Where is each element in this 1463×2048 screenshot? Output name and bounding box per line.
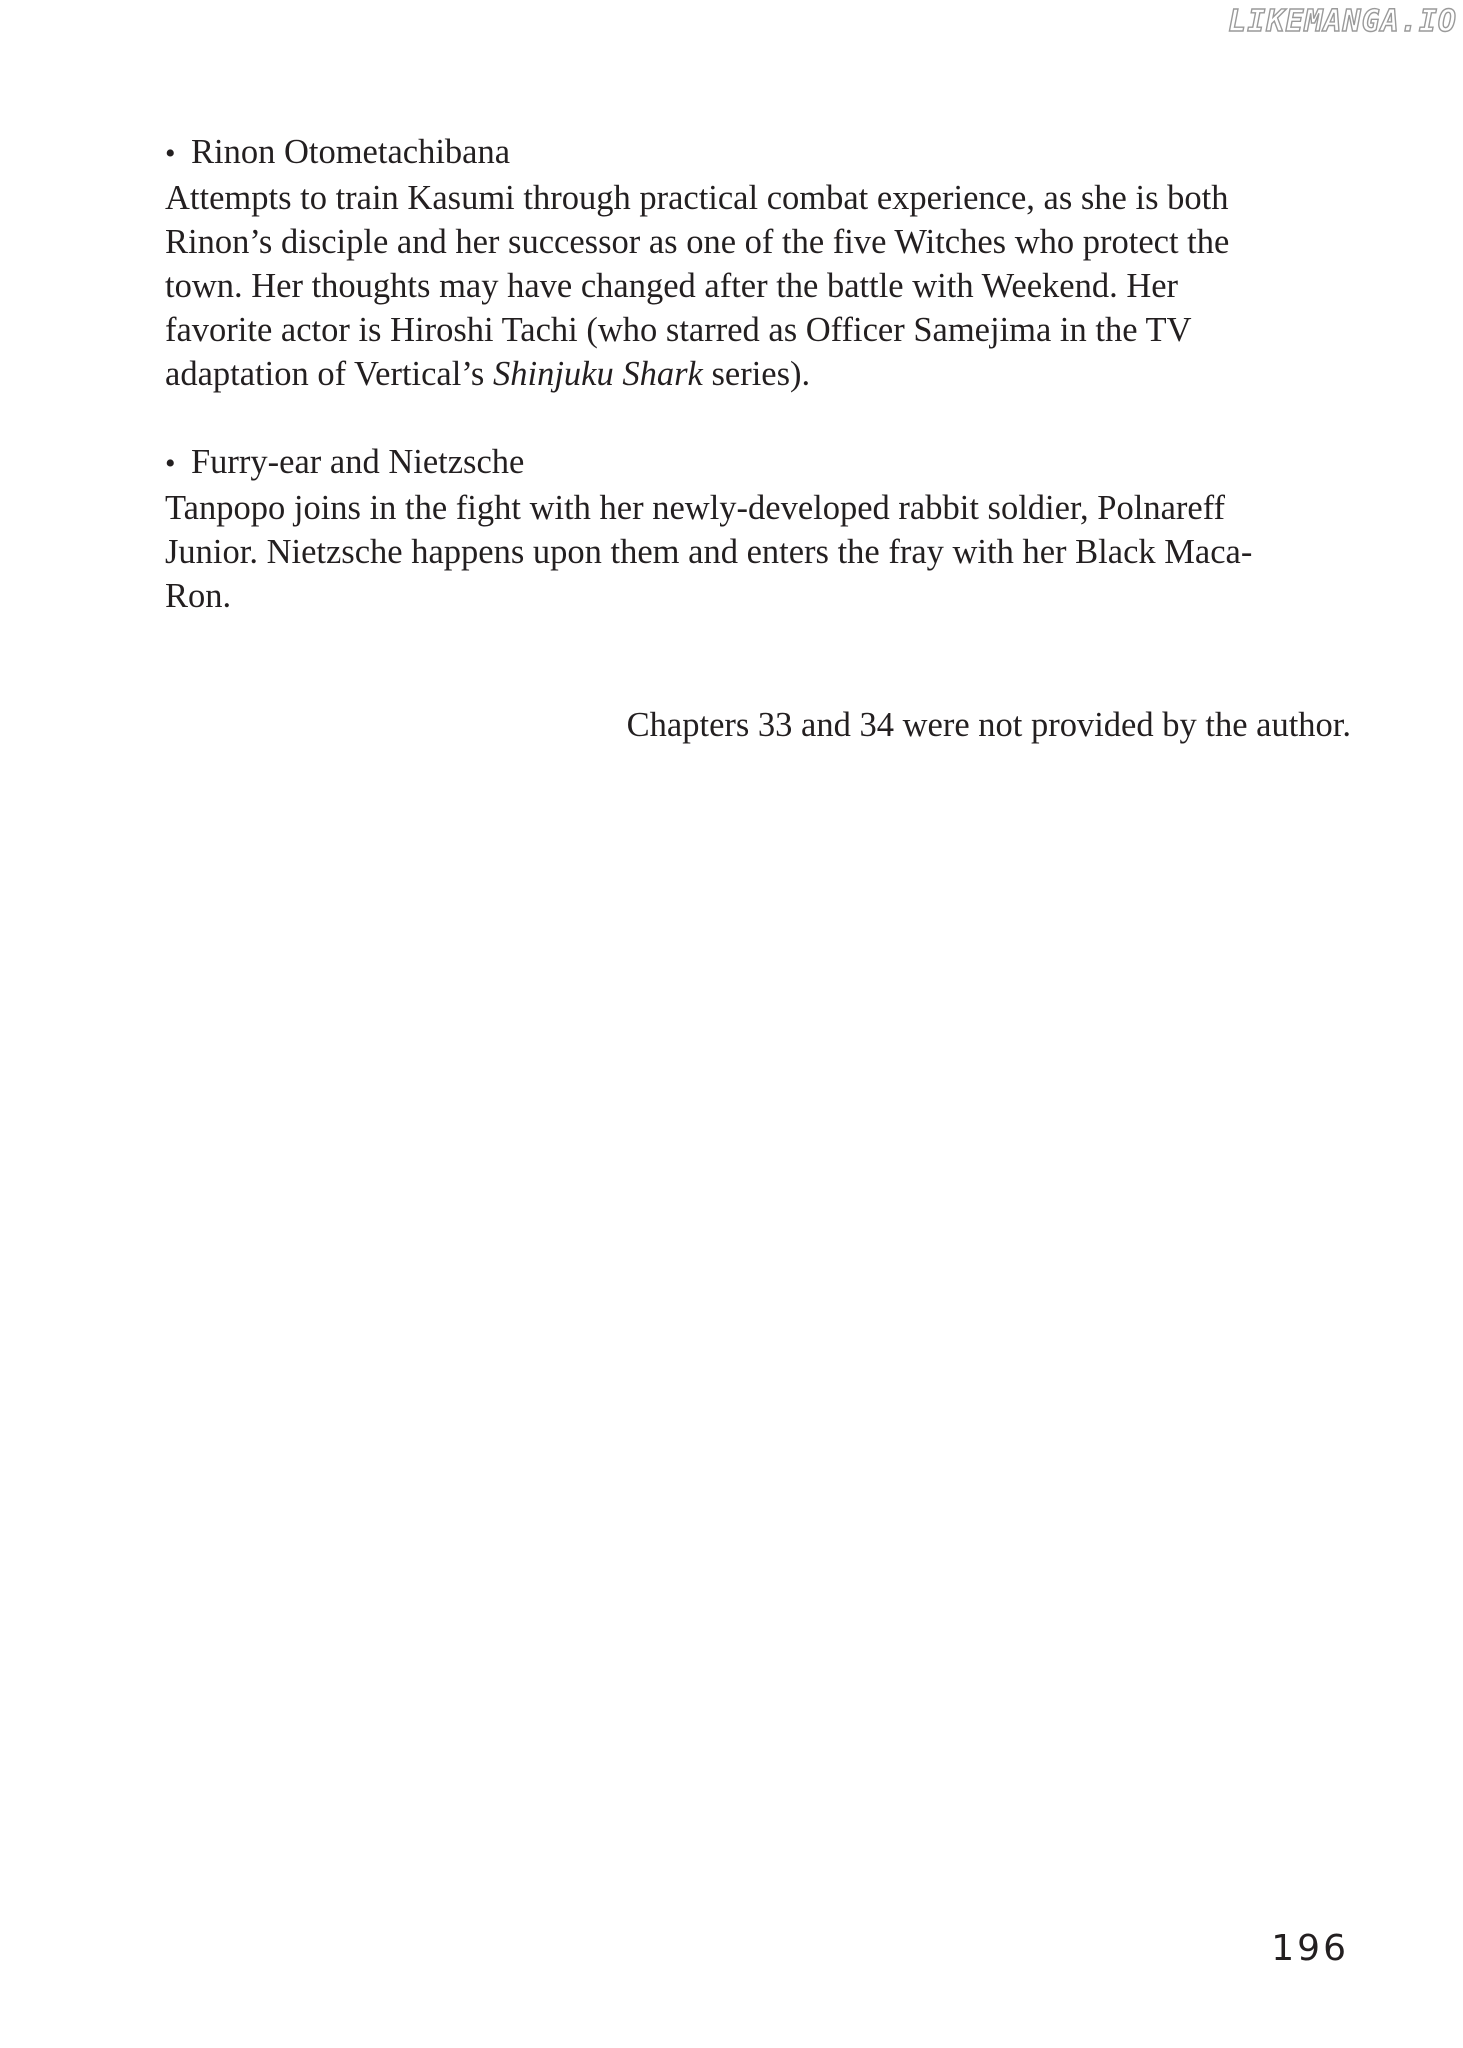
body-line: Rinon’s disciple and her successor as one of the five Witches who protect the [165,223,1230,261]
body-line [165,352,1325,396]
author-note: Chapters 33 and 34 were not provided by the author. [626,706,1351,744]
body-line: Ron. [165,577,232,615]
body-text: series). [702,355,811,393]
series-title: Shinjuku Shark [492,355,703,393]
site-watermark: LIKEMANGA.IO [1228,4,1457,39]
section-heading [165,130,1325,176]
section-heading-text: Furry-ear and Nietzsche [191,443,525,481]
body-text: adaptation of Vertical’s [165,355,493,393]
section-body [165,486,1325,618]
section-heading-text: Rinon Otometachibana [191,133,511,171]
body-line: Attempts to train Kasumi through practical combat experience, as she is both [165,179,1229,217]
section-heading [165,440,1325,486]
section-body [165,176,1325,396]
section-rinon [165,130,1325,396]
body-line: Tanpopo joins in the fight with her newly-developed rabbit soldier, Polnareff [165,489,1226,527]
bullet-icon: • [165,137,176,170]
section-furry-ear [165,440,1325,618]
bullet-icon: • [165,447,176,480]
page-number: 196 [1271,1928,1349,1969]
body-line: favorite actor is Hiroshi Tachi (who starred as Officer Samejima in the TV [165,311,1192,349]
body-line: town. Her thoughts may have changed after the battle with Weekend. Her [165,267,1179,305]
page-content [165,130,1325,662]
body-line: Junior. Nietzsche happens upon them and enters the fray with her Black Maca- [165,533,1253,571]
